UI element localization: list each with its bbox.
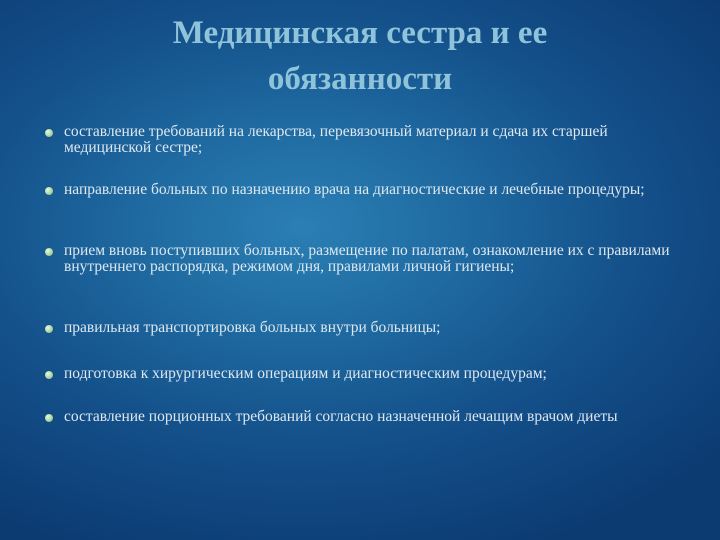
title-line-2: обязанности [267,61,453,97]
list-item [44,320,684,336]
bullet-icon [45,325,53,333]
bullet-icon [45,187,53,195]
bullet-icon [45,414,53,422]
list-item [44,124,684,156]
title-line-1: Медицинская сестра и ее [172,15,548,51]
bullet-icon [45,129,53,137]
bullet-icon [45,371,53,379]
item-text: направление больных по назначению врача на диагностические и лечебные процедуры; [64,181,645,198]
item-text: подготовка к хирургическим операциям и диагностическим процедурам; [64,365,547,382]
item-text: правильная транспортировка больных внутри больницы; [64,319,441,336]
list-item [44,182,684,198]
list-item [44,366,684,382]
slide-title [60,10,660,102]
list-item [44,409,684,425]
item-text: составление порционных требований согласно назначенной лечащим врачом диеты [64,408,618,425]
item-text: составление требований на лекарства, перевязочный материал и сдача их старшей медицинской сестре; [64,123,608,156]
bullet-icon [45,248,53,256]
item-text: прием вновь поступивших больных, размещение по палатам, ознакомление их с правилами внутреннего распорядка, режимом дня, правилами личной гигиены; [64,242,670,275]
list-item [44,243,684,275]
